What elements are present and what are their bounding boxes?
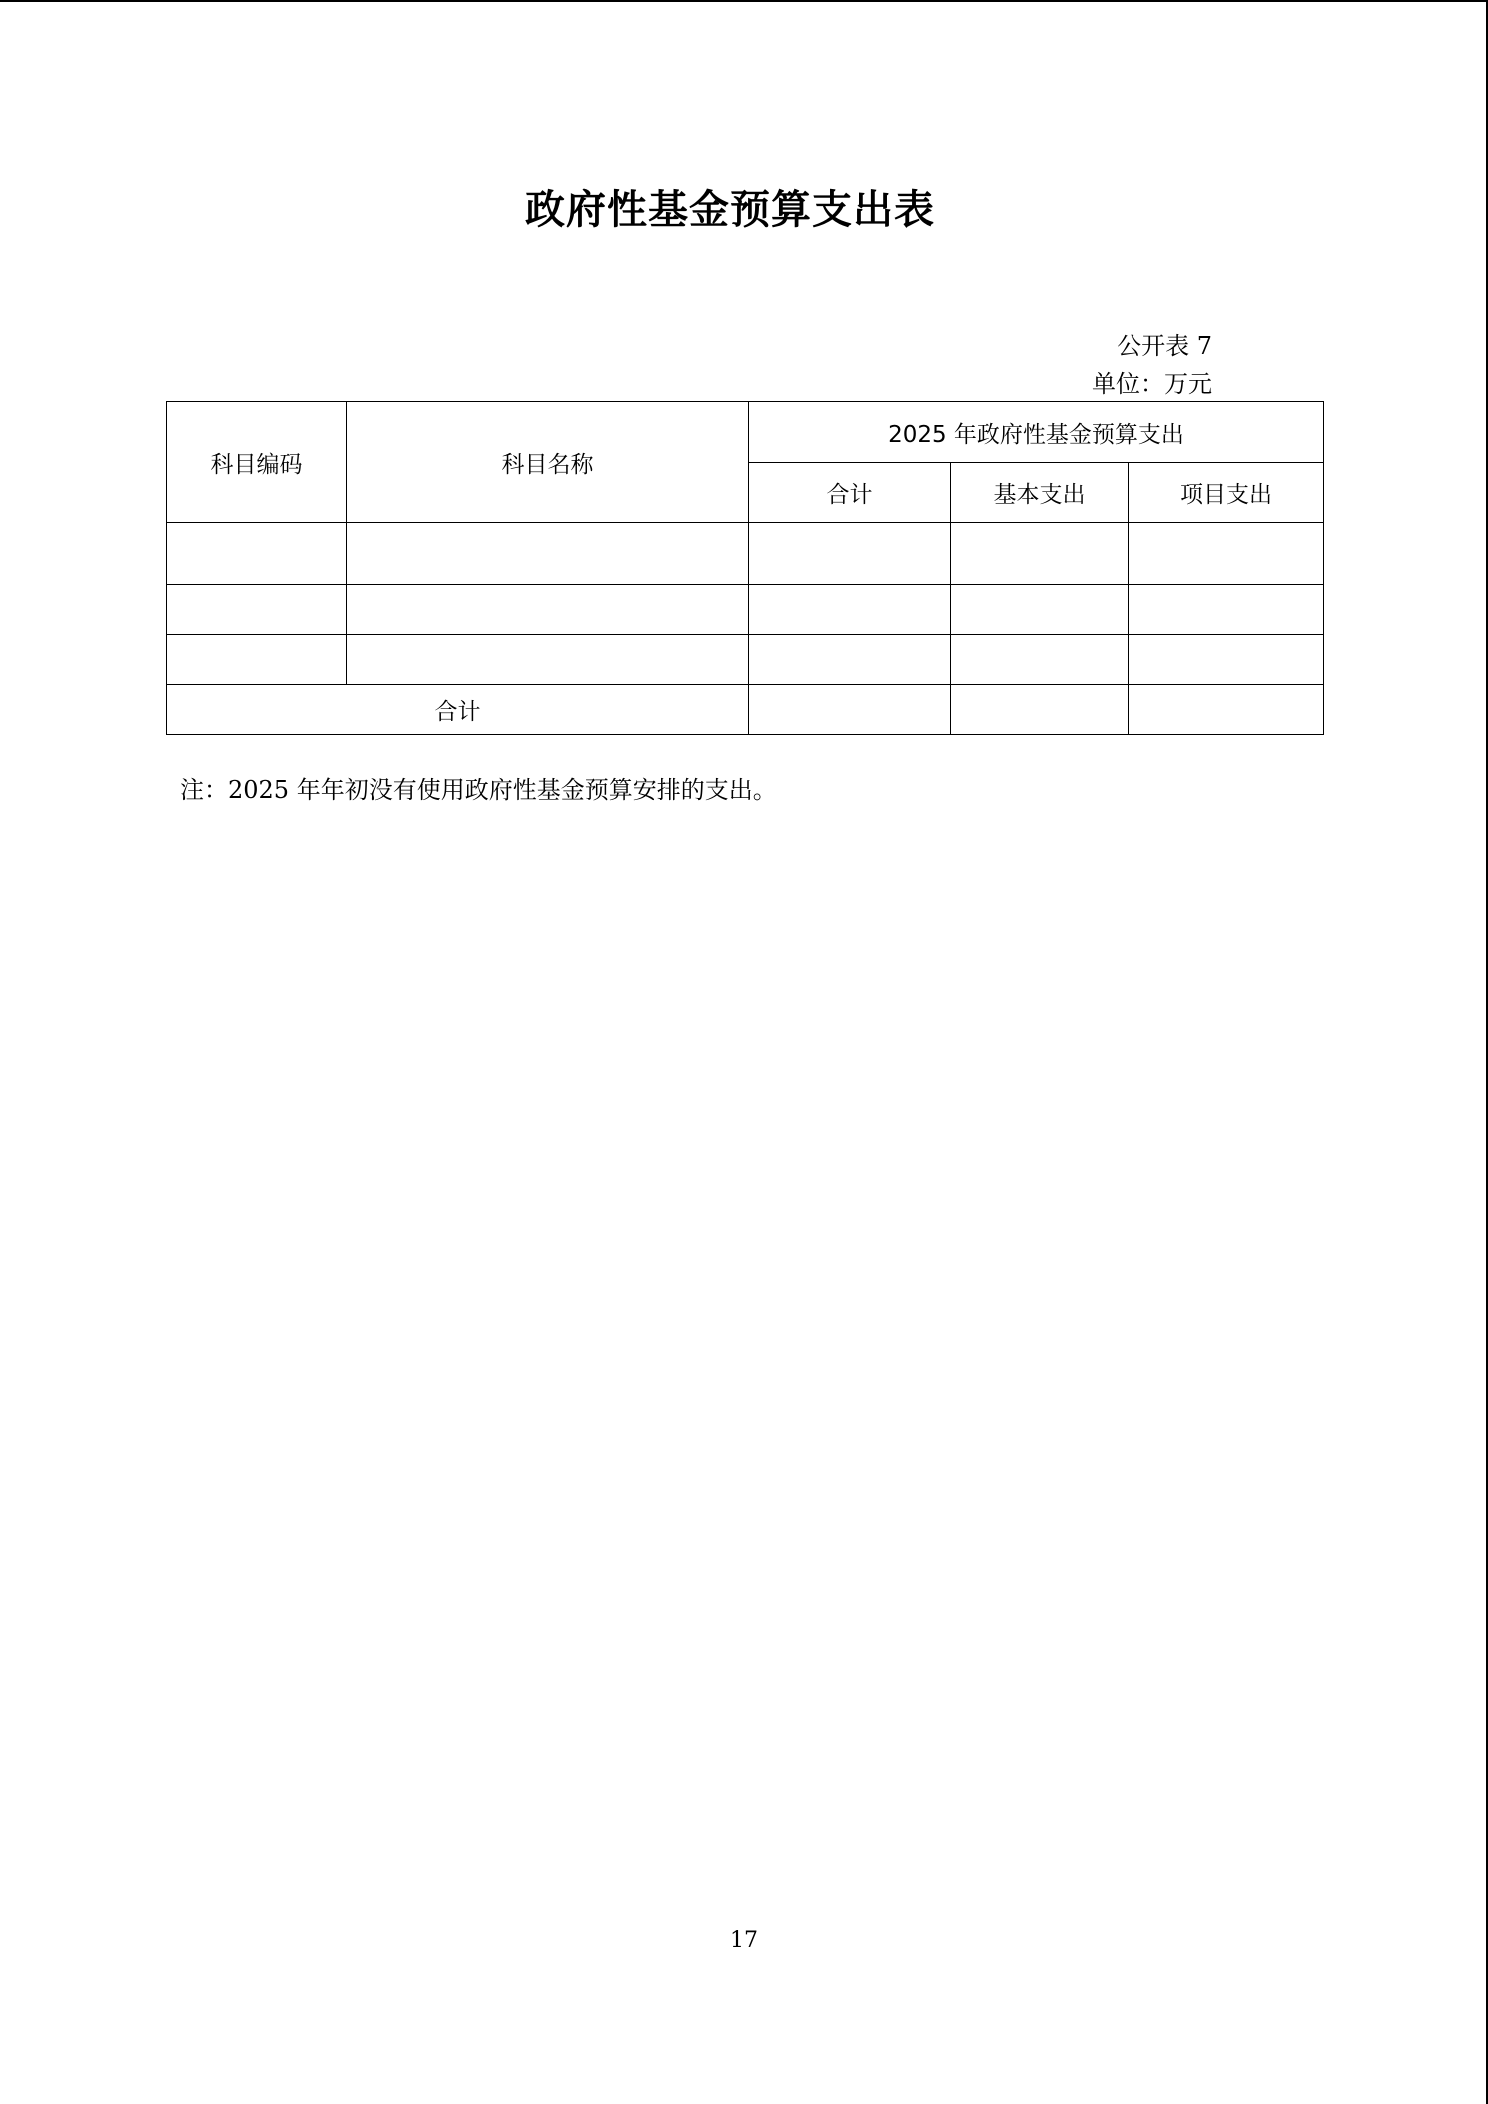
header-project: 项目支出 [1129,463,1324,523]
table-row [167,585,1324,635]
table-row [167,523,1324,585]
header-basic: 基本支出 [951,463,1129,523]
summary-row [167,685,1324,735]
cell-total [749,635,951,685]
cell-project [1129,585,1324,635]
header-group: 2025 年政府性基金预算支出 [749,402,1324,463]
cell-code [167,585,347,635]
cell-total [749,585,951,635]
cell-name [347,635,749,685]
cell-project [1129,635,1324,685]
cell-code [167,635,347,685]
cell-code [167,523,347,585]
budget-table [166,401,1324,735]
summary-basic [951,685,1129,735]
cell-name [347,523,749,585]
page-number: 17 [730,1928,758,1953]
page-top-border [0,0,1488,2]
unit-label: 单位：万元 [1092,370,1212,398]
footnote: 注：2025 年年初没有使用政府性基金预算安排的支出。 [180,776,777,804]
header-name: 科目名称 [347,402,749,523]
page-title: 政府性基金预算支出表 [525,187,935,233]
summary-label: 合计 [167,685,749,735]
cell-basic [951,523,1129,585]
header-code: 科目编码 [167,402,347,523]
cell-total [749,523,951,585]
cell-name [347,585,749,635]
summary-total [749,685,951,735]
header-row-1 [167,402,1324,463]
header-total: 合计 [749,463,951,523]
cell-basic [951,585,1129,635]
summary-project [1129,685,1324,735]
table-row [167,635,1324,685]
table-number: 公开表 7 [1117,332,1212,360]
cell-basic [951,635,1129,685]
cell-project [1129,523,1324,585]
